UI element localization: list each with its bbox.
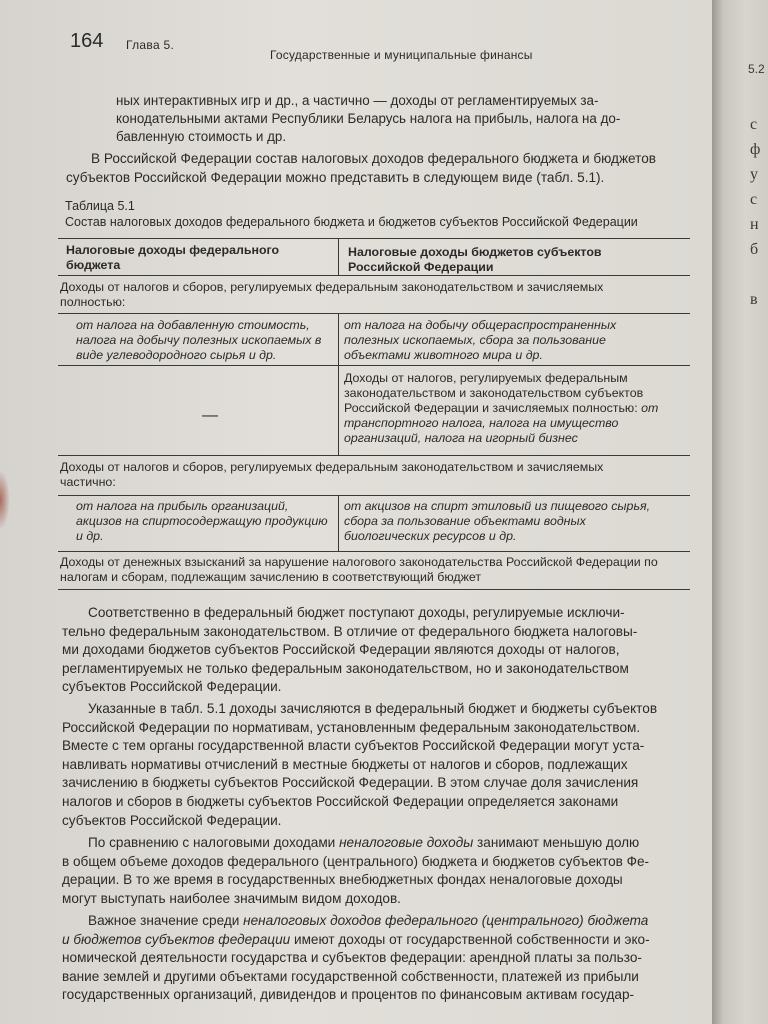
text-line: В Российской Федерации состав налоговых доходов федерального бюджета и бюджетов <box>91 151 657 166</box>
text-line: и бюджетов субъектов федерации имеют доходы от государственной собственности и эко- <box>62 931 650 947</box>
table-rule <box>58 313 690 314</box>
table-rule <box>58 275 690 276</box>
text-line: субъектов Российской Федерации. <box>62 679 282 695</box>
section-row-penalties: Доходы от денежных взысканий за нарушение налогового законодательства Российской Федерации по налогам и сборам, подлежащим зачислению в соответствующий бюджет <box>60 555 658 584</box>
table-5-1 <box>58 238 690 591</box>
next-page-letters <box>750 112 768 312</box>
text-line: регламентируемых не только федеральным законодательством, но и законодательством <box>62 660 629 676</box>
text-line: номической деятельности государства и субъектов федерации: арендной платы за пользо- <box>62 950 642 966</box>
paragraph-2 <box>62 604 692 697</box>
empty-cell-dash: — <box>202 407 218 424</box>
table-rule <box>58 365 690 366</box>
cell-regional-shared <box>344 371 674 446</box>
text-line: Важное значение среди неналоговых доходов федерального (центрального) бюджета <box>88 913 649 928</box>
text-line: Вместе с тем органы государственной власти субъектов Российской Федерации могут уста- <box>62 738 645 754</box>
emphasis-term: и бюджетов субъектов федерации <box>62 931 291 947</box>
next-page-edge <box>712 0 768 1024</box>
section-row-full: Доходы от налогов и сборов, регулируемых федеральным законодательством и зачисляемых полностью: <box>60 280 604 309</box>
paragraph-intro-table <box>66 150 690 187</box>
intro-paragraph <box>116 92 676 146</box>
text-line: тельно федеральным законодательством. В отличие от федерального бюджета налоговы- <box>62 623 638 639</box>
table-rule <box>58 551 690 552</box>
cell-regional-full: от налога на добычу общераспространенных полезных ископаемых, сбора за пользование объектами животного мира и др. <box>344 318 617 362</box>
emphasis-term: неналоговых доходов федерального (центрального) бюджета <box>243 913 649 928</box>
text-line: налогов и сборов в бюджеты субъектов Российской Федерации определяется законами <box>62 793 619 809</box>
text-line: По сравнению с налоговыми доходами неналоговые доходы занимают меньшую долю <box>88 835 640 850</box>
paragraph-5 <box>62 912 692 1005</box>
text-line: субъектов Российской Федерации можно представить в следующем виде (табл. 5.1). <box>66 169 605 185</box>
table-rule <box>58 495 690 496</box>
text-line: вание землей и другими объектами государственной собственности, платежей из прибыли <box>62 968 639 984</box>
text-line: Российской Федерации по нормативам, установленным федеральным законодательством. <box>62 719 641 735</box>
letter <box>750 262 768 287</box>
text-line: в общем объеме доходов федерального (центрального) бюджета и бюджетов субъектов Фе- <box>62 853 650 869</box>
next-page-header: 5.2 <box>748 62 765 76</box>
text-line: субъектов Российской Федерации. <box>62 812 282 828</box>
finger-shadow <box>0 470 10 530</box>
letter: б <box>750 241 759 258</box>
text-line: Соответственно в федеральный бюджет поступают доходы, регулируемые исключи- <box>88 605 625 620</box>
table-caption <box>65 198 638 230</box>
text-line: ных интерактивных игр и др., а частично — доходы от регламентируемых за- <box>116 93 599 108</box>
text-line: конодательными актами Республики Беларусь налога на прибыль, налога на до- <box>116 111 621 126</box>
letter: в <box>750 291 758 308</box>
letter: у <box>750 166 758 183</box>
emphasis-term: неналоговые доходы <box>339 835 474 850</box>
cell-regional-partial: от акцизов на спирт этиловый из пищевого сырья, сбора за пользование объектами водных биологических ресурсов и др. <box>344 499 651 543</box>
text-line: Указанные в табл. 5.1 доходы зачисляются в федеральный бюджет и бюджеты субъектов <box>88 701 658 716</box>
table-rule <box>58 589 690 590</box>
text-line: навливать нормативы отчислений в местные бюджеты от налогов и сборов, подлежащих <box>62 756 628 772</box>
running-title: Государственные и муниципальные финансы <box>270 48 533 62</box>
letter: с <box>750 191 758 208</box>
paragraph-3 <box>62 700 692 830</box>
cell-federal-partial: от налога на прибыль организаций, акцизов на спиртосодержащую продукцию и др. <box>76 499 328 543</box>
letter: н <box>750 216 759 233</box>
header-cell-regional: Налоговые доходы бюджетов субъектов Российской Федерации <box>348 245 602 274</box>
table-label: Таблица 5.1 <box>65 199 135 213</box>
letter: ф <box>750 141 761 158</box>
chapter-label: Глава 5. <box>126 38 175 52</box>
column-divider <box>338 239 339 275</box>
cell-text: Доходы от налогов, регулируемых федеральным законодательством и законодательством субъектов Российской Федерации и зачисляемых полностью: <box>344 371 644 415</box>
text-line: ми доходами бюджетов субъектов Российской Федерации являются доходы от налогов, <box>62 642 620 658</box>
text-line: зачислению в бюджеты субъектов Российской Федерации. В этом случае доля зачисления <box>62 775 639 791</box>
section-row-partial: Доходы от налогов и сборов, регулируемых федеральным законодательством и зачисляемых частично: <box>60 460 604 489</box>
running-header <box>70 30 690 60</box>
text-line: государственных организаций, дивидендов и процентов по финансовым активам государ- <box>62 987 635 1003</box>
cell-federal-full: от налога на добавленную стоимость, налога на добычу полезных ископаемых в виде углеводородного сырья и др. <box>76 318 322 362</box>
page-number: 164 <box>70 30 104 52</box>
header-cell-federal: Налоговые доходы федерального бюджета <box>66 243 280 272</box>
paragraph-4 <box>62 834 692 908</box>
letter: с <box>750 116 758 133</box>
text-line: могут выступать наиболее значимым видом доходов. <box>62 890 401 906</box>
cell-text-italic: от транспортного налога, налога на имущество организаций, налога на игорный бизнес <box>344 401 659 445</box>
column-divider <box>338 313 339 455</box>
table-title: Состав налоговых доходов федерального бюджета и бюджетов субъектов Российской Федерации <box>65 215 638 229</box>
table-rule <box>58 455 690 456</box>
text-line: дерации. В то же время в государственных внебюджетных фондах неналоговые доходы <box>62 872 623 888</box>
column-divider <box>338 495 339 551</box>
text-line: бавленную стоимость и др. <box>116 129 287 144</box>
